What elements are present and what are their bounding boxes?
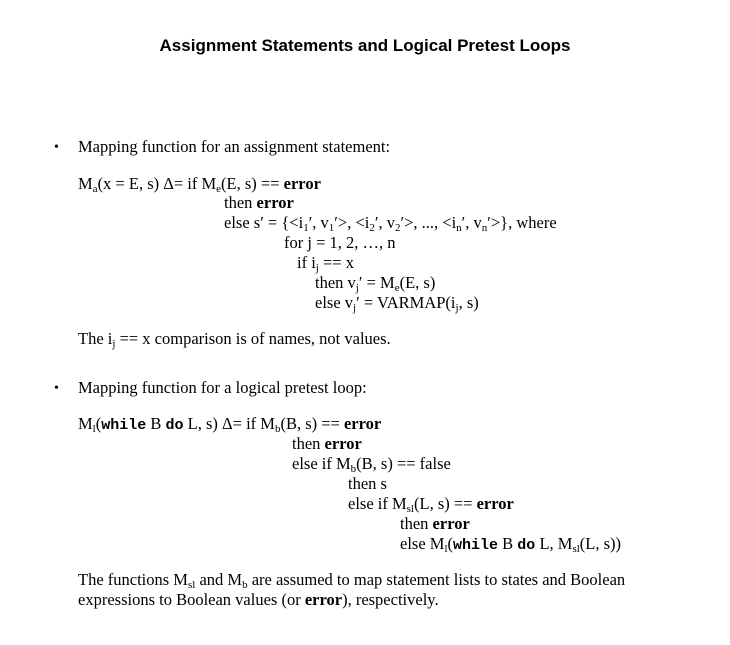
assign-line-4: for j = 1, 2, …, n <box>284 233 396 252</box>
assign-line-7: else $v_j'$ = $VARMAP(i_j$, s) <box>315 293 479 314</box>
loop-line-6: then error <box>400 514 470 533</box>
loop-line-3: else if $M_b(B$, s) == false <box>292 454 451 475</box>
assign-line-1: $M_a(x = E$, s) Δ= if $M_e(E$, s) == error <box>78 174 321 195</box>
assign-line-2: then error <box>224 193 294 212</box>
assign-line-3: else $s' = \{<i_1'$, $v_1'>$, $<i_2'$, $v_2'>$, ..., $<i_n'$, $v_n'>$}, where <box>224 213 557 234</box>
bullet-1: • <box>54 140 59 155</box>
section-1-heading: Mapping function for an assignment statement: <box>78 137 391 156</box>
loop-line-4: then s <box>348 474 387 493</box>
page-title: Assignment Statements and Logical Pretest Loops <box>159 36 571 55</box>
loop-line-1: $M_l(while$ B do L, s) Δ= if $M_b(B$, s) == error <box>78 414 382 435</box>
assign-note: The $i_j == x$ comparison is of names, not values. <box>78 329 391 350</box>
assign-line-5: if $i_j == x$ <box>297 253 354 274</box>
section-2-heading: Mapping function for a logical pretest loop: <box>78 378 367 397</box>
loop-note: The functions $M_{sl}$ and $M_b$ are assumed to map statement lists to states and Boolean expressions to Boolean values (or error), respectively. <box>78 570 626 609</box>
bullet-2: • <box>54 381 59 396</box>
loop-line-2: then error <box>292 434 362 453</box>
loop-line-5: else if $M_{sl}(L$, s) == error <box>348 494 514 515</box>
loop-line-7: else $M_l(while$ B do L, $M_{sl}(L$, s)) <box>400 534 622 555</box>
assign-line-6: then $v_j' = M_e(E$, s) <box>315 273 436 294</box>
